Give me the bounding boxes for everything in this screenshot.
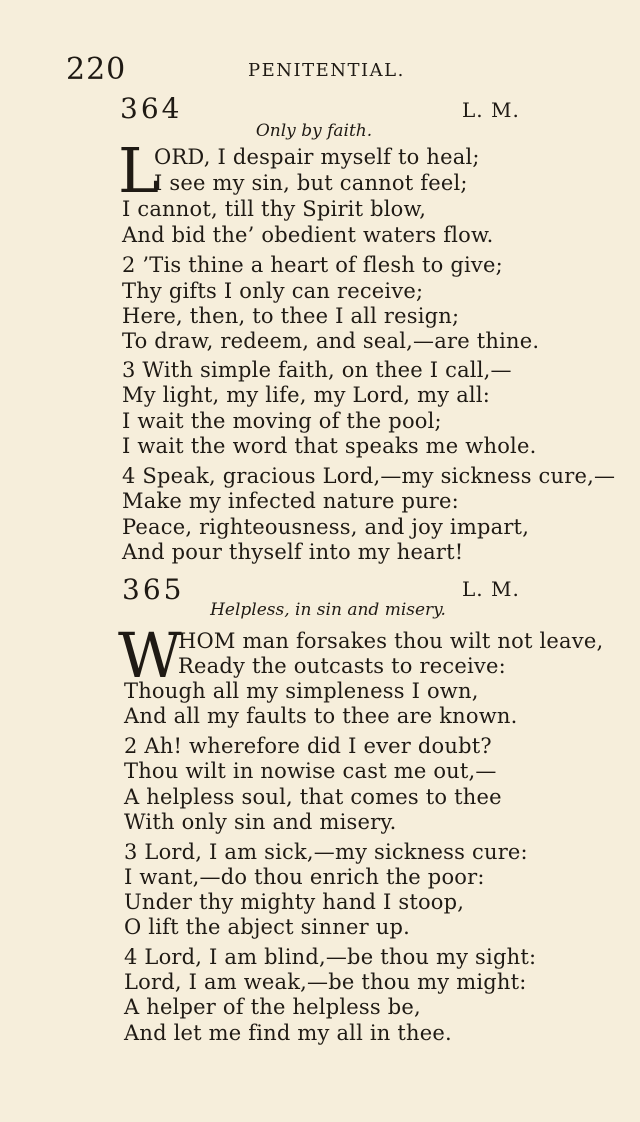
verse-line: 2 Ah! wherefore did I ever doubt?: [124, 734, 492, 758]
verse-line: O lift the abject sinner up.: [124, 915, 410, 939]
verse-line: To draw, redeem, and seal,—are thine.: [122, 329, 540, 353]
verse-line: 2 ’Tis thine a heart of flesh to give;: [122, 253, 503, 277]
page-number: 220: [66, 52, 127, 87]
drop-cap: W: [118, 619, 182, 692]
verse-line: Thy gifts I only can receive;: [122, 279, 424, 303]
verse-line: And let me find my all in thee.: [124, 1021, 452, 1045]
verse-line: And all my faults to thee are known.: [124, 704, 518, 728]
verse-line: Thou wilt in nowise cast me out,—: [124, 759, 497, 783]
verse-line: HOM man forsakes thou wilt not leave,: [178, 629, 604, 653]
verse-line: I wait the moving of the pool;: [122, 409, 442, 433]
running-head: PENITENTIAL.: [248, 60, 405, 81]
verse-line: 4 Lord, I am blind,—be thou my sight:: [124, 945, 537, 969]
verse-line: 3 With simple faith, on thee I call,—: [122, 358, 512, 382]
verse-line: Ready the outcasts to receive:: [178, 654, 506, 678]
hymn-meter: L. M.: [462, 577, 520, 601]
verse-line: I want,—do thou enrich the poor:: [124, 865, 485, 889]
hymn-subtitle: Only by faith.: [255, 121, 373, 141]
drop-cap: L: [118, 134, 160, 207]
verse-line: And bid the’ obedient waters flow.: [122, 223, 494, 247]
verse-line: And pour thyself into my heart!: [122, 540, 464, 564]
verse-line: Under thy mighty hand I stoop,: [124, 890, 465, 914]
hymn-number: 364: [120, 92, 183, 125]
verse-line: I cannot, till thy Spirit blow,: [122, 197, 427, 221]
hymn-meter: L. M.: [462, 98, 520, 122]
verse-line: Lord, I am weak,—be thou my might:: [124, 970, 527, 994]
verse-line: Here, then, to thee I all resign;: [122, 304, 460, 328]
verse-line: My light, my life, my Lord, my all:: [122, 383, 491, 407]
verse-line: I wait the word that speaks me whole.: [122, 434, 537, 458]
hymn-number: 365: [122, 573, 185, 606]
verse-line: With only sin and misery.: [124, 810, 397, 834]
verse-line: Peace, righteousness, and joy impart,: [122, 515, 530, 539]
hymn-subtitle: Helpless, in sin and misery.: [210, 600, 446, 620]
verse-line: 3 Lord, I am sick,—my sickness cure:: [124, 840, 528, 864]
verse-line: A helpless soul, that comes to thee: [124, 785, 502, 809]
verse-line: Make my infected nature pure:: [122, 489, 459, 513]
verse-line: I see my sin, but cannot feel;: [154, 171, 468, 195]
verse-line: Though all my simpleness I own,: [124, 679, 479, 703]
verse-line: ORD, I despair myself to heal;: [154, 145, 480, 169]
verse-line: A helper of the helpless be,: [124, 995, 421, 1019]
verse-line: 4 Speak, gracious Lord,—my sickness cure,—: [122, 464, 616, 488]
